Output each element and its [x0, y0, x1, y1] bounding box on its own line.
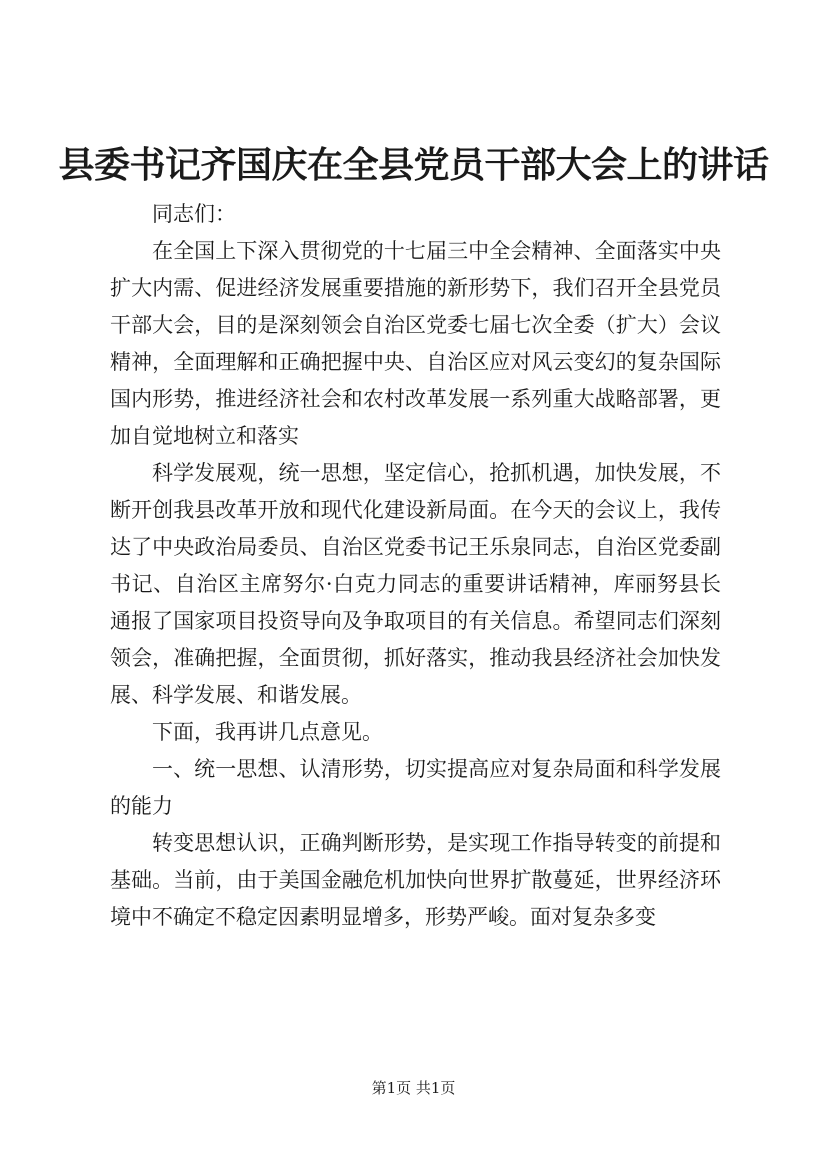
section-heading: 一、统一思想、认清形势，切实提高应对复杂局面和科学发展的能力 — [110, 757, 721, 818]
page-footer: 第1页 共1页 — [371, 1079, 456, 1097]
document-body — [110, 196, 721, 936]
body-paragraph: 科学发展观，统一思想，坚定信心，抢抓机遇，加快发展，不断开创我县改革开放和现代化建设新局面。在今天的会议上，我传达了中央政治局委员、自治区党委书记王乐泉同志，自治区党委副书记、自治区主席努尔·白克力同志的重要讲话精神，库丽努县长通报了国家项目投资导向及争取项目的有关信息。希望同志们深刻领会，准确把握，全面贯彻，抓好落实，推动我县经济社会加快发展、科学发展、和谐发展。 — [110, 461, 721, 707]
body-paragraph: 转变思想认识，正确判断形势，是实现工作指导转变的前提和基础。当前，由于美国金融危机加快向世界扩散蔓延，世界经济环境中不确定不稳定因素明显增多，形势严峻。面对复杂多变 — [110, 831, 721, 929]
body-paragraph: 下面，我再讲几点意见。 — [152, 720, 383, 744]
body-paragraph: 在全国上下深入贯彻党的十七届三中全会精神、全面落实中央扩大内需、促进经济发展重要措施的新形势下，我们召开全县党员干部大会，目的是深刻领会自治区党委七届七次全委（扩大）会议精神，全面理解和正确把握中央、自治区应对风云变幻的复杂国际国内形势，推进经济社会和农村改革发展一系列重大战略部署，更加自觉地树立和落实 — [110, 239, 721, 448]
salutation-paragraph: 同志们： — [152, 202, 236, 226]
document-title: 县委书记齐国庆在全县党员干部大会上的讲话 — [58, 144, 769, 186]
